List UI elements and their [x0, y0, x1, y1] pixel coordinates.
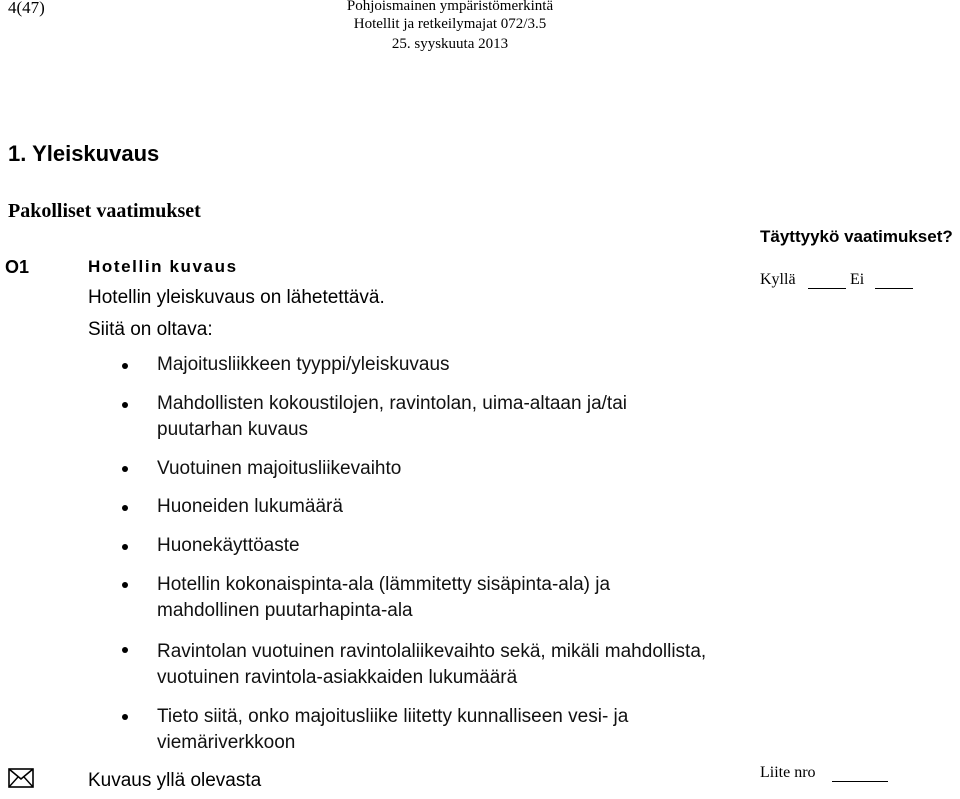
list-item: Ravintolan vuotuinen ravintolaliikevaihto sekä, mikäli mahdollista, vuotuinen ravintola-asiakkaiden lukumäärä	[157, 641, 707, 688]
header-program: Pohjoismainen ympäristömerkintä	[346, 0, 554, 14]
requirement-intro: Hotellin yleiskuvaus on lähetettävä.	[88, 287, 385, 308]
attachment-number-field[interactable]	[832, 781, 888, 782]
requirement-code: O1	[5, 257, 30, 277]
bullet-dot	[122, 466, 128, 472]
requirement-title: Hotellin kuvaus	[88, 257, 238, 276]
bullet-dot	[122, 402, 128, 408]
header-document: Hotellit ja retkeilymajat 072/3.5	[353, 16, 547, 32]
envelope-icon	[8, 768, 34, 793]
documentation-requirement: Kuvaus yllä olevasta	[88, 770, 262, 791]
list-item: Huonekäyttöaste	[157, 535, 300, 556]
yes-label: Kyllä	[760, 271, 796, 288]
list-item: Hotellin kokonaispinta-ala (lämmitetty sisäpinta-ala) ja mahdollinen puutarhapinta-ala	[157, 574, 611, 621]
page-number: 4(47)	[8, 0, 45, 17]
section-title: 1. Yleiskuvaus	[8, 141, 160, 166]
bullet-dot	[122, 714, 128, 720]
subsection-title: Pakolliset vaatimukset	[8, 200, 201, 222]
list-item: Mahdollisten kokoustilojen, ravintolan, uima-altaan ja/tai puutarhan kuvaus	[157, 393, 627, 440]
bullet-dot	[122, 647, 128, 653]
list-item: Vuotuinen majoitusliikevaihto	[157, 458, 402, 479]
header-date: 25. syyskuuta 2013	[391, 36, 509, 52]
bullet-dot	[122, 363, 128, 369]
list-item: Majoitusliikkeen tyyppi/yleiskuvaus	[157, 354, 450, 375]
attachment-number-label: Liite nro	[760, 764, 816, 781]
compliance-question: Täyttyykö vaatimukset?	[760, 227, 953, 246]
bullet-dot	[122, 582, 128, 588]
no-label: Ei	[850, 271, 865, 288]
yes-answer-line[interactable]	[808, 288, 846, 289]
no-answer-line[interactable]	[875, 288, 913, 289]
list-item: Huoneiden lukumäärä	[157, 496, 343, 517]
list-item: Tieto siitä, onko majoitusliike liitetty kunnalliseen vesi- ja viemäriverkkoon	[157, 706, 629, 753]
requirement-intro-2: Siitä on oltava:	[88, 319, 213, 340]
bullet-dot	[122, 544, 128, 550]
bullet-dot	[122, 505, 128, 511]
